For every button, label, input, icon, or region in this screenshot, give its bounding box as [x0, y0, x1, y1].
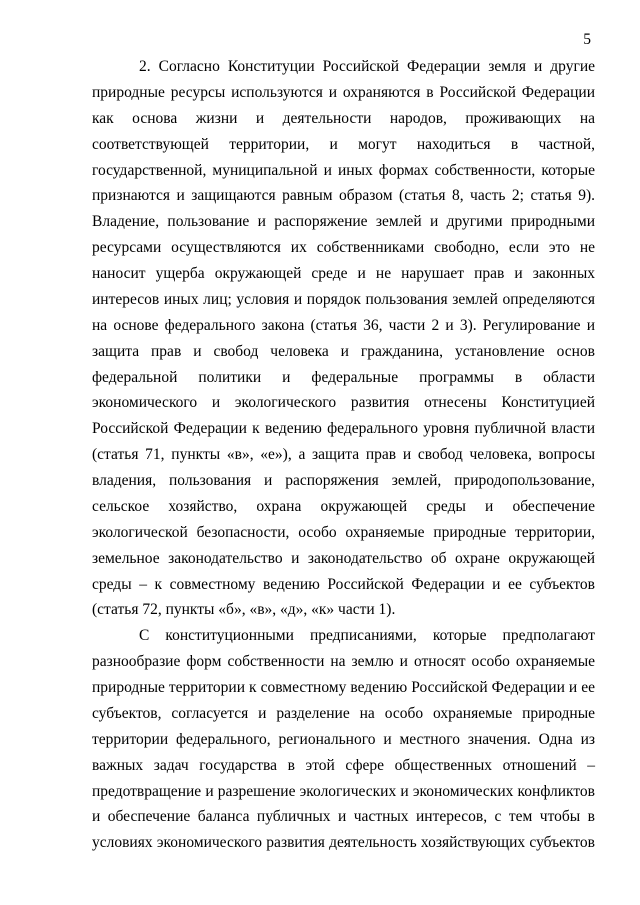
paragraph-line: интересов иных лиц; условия и порядок пользования землей определяются	[92, 290, 595, 308]
paragraph-line: защита прав и свобод человека и гражданина, установление основ	[92, 342, 595, 360]
paragraph-line: экологической безопасности, особо охраняемые природные территории,	[92, 523, 595, 541]
paragraph-line: ресурсами осуществляются их собственниками свободно, если это не	[92, 239, 595, 257]
paragraph-2	[92, 623, 595, 856]
paragraph-line: (статья 72, пункты «б», «в», «д», «к» части 1).	[92, 601, 396, 619]
paragraph-1	[92, 54, 595, 623]
paragraph-line: федеральной политики и федеральные программы в области	[92, 368, 595, 386]
paragraph-line: предотвращение и разрешение экологических и экономических конфликтов	[92, 782, 595, 800]
paragraph-line: Владение, пользование и распоряжение землей и другими природными	[92, 213, 595, 231]
paragraph-line: государственной, муниципальной и иных формах собственности, которые	[92, 161, 595, 179]
paragraph-line: среды – к совместному ведению Российской Федерации и ее субъектов	[92, 575, 595, 593]
paragraph-line: субъектов, согласуется и разделение на особо охраняемые природные	[92, 704, 595, 722]
paragraph-line: Российской Федерации к ведению федерального уровня публичной власти	[92, 420, 595, 438]
paragraph-line: важных задач государства в этой сфере общественных отношений –	[92, 756, 595, 774]
paragraph-line: как основа жизни и деятельности народов, проживающих на	[92, 109, 595, 127]
paragraph-line: природные территории к совместному ведению Российской Федерации и ее	[92, 679, 595, 696]
paragraph-line: и обеспечение баланса публичных и частных интересов, с тем чтобы в	[92, 808, 595, 826]
paragraph-line: разнообразие форм собственности на землю и относят особо охраняемые	[92, 653, 595, 671]
paragraph-line: С конституционными предписаниями, которые предполагают	[139, 627, 595, 645]
paragraph-line: сельское хозяйство, охрана окружающей среды и обеспечение	[92, 497, 595, 515]
paragraph-line: на основе федерального закона (статья 36, части 2 и 3). Регулирование и	[92, 316, 595, 334]
paragraph-line: владения, пользования и распоряжения землей, природопользование,	[92, 472, 595, 489]
paragraph-line: территории федерального, регионального и местного значения. Одна из	[92, 730, 595, 748]
paragraph-line: признаются и защищаются равным образом (статья 8, часть 2; статья 9).	[92, 187, 595, 205]
paragraph-line: соответствующей территории, и могут находиться в частной,	[92, 135, 595, 153]
paragraph-line: экономического и экологического развития отнесены Конституцией	[92, 394, 595, 412]
paragraph-line: земельное законодательство и законодательство об охране окружающей	[92, 549, 595, 567]
paragraph-line: условиях экономического развития деятельность хозяйствующих субъектов	[92, 834, 595, 852]
document-body	[92, 54, 595, 856]
paragraph-line: наносит ущерба окружающей среде и не нарушает прав и законных	[92, 265, 595, 282]
paragraph-line: 2. Согласно Конституции Российской Федерации земля и другие	[139, 58, 595, 75]
paragraph-line: (статья 71, пункты «в», «е»), а защита прав и свобод человека, вопросы	[92, 446, 595, 464]
paragraph-line: природные ресурсы используются и охраняются в Российской Федерации	[92, 83, 595, 101]
page-number: 5	[583, 31, 591, 48]
